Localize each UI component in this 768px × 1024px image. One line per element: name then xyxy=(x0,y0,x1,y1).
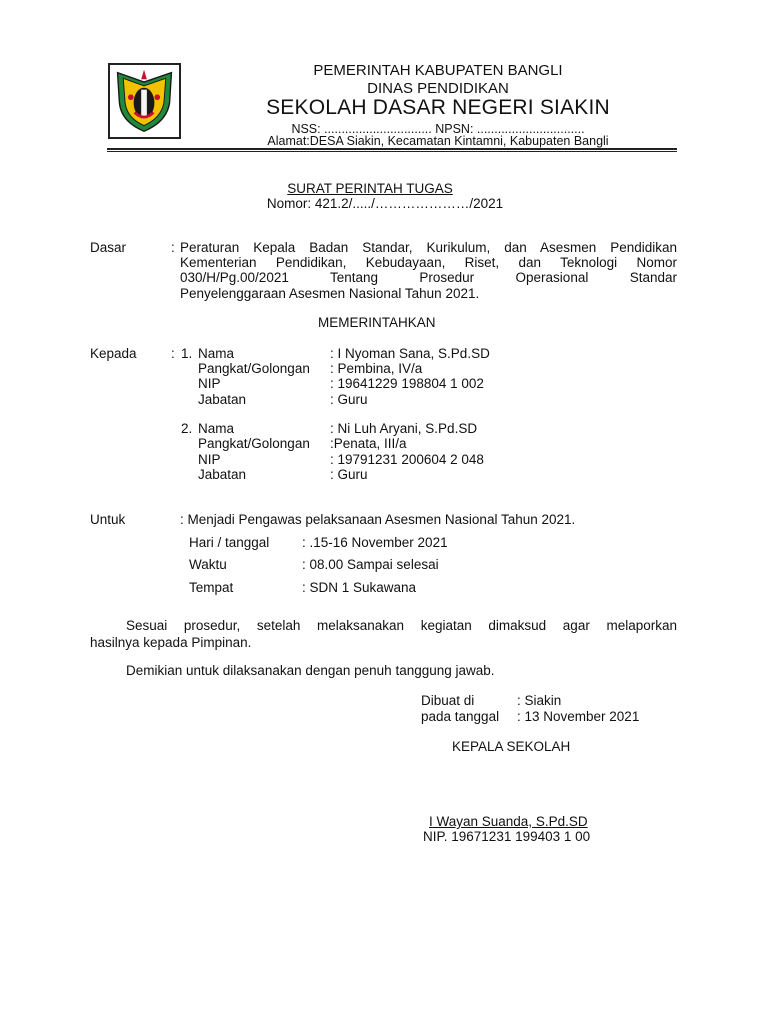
signer-name: I Wayan Suanda, S.Pd.SD xyxy=(429,814,588,829)
person-1-name-label: Nama xyxy=(198,346,235,361)
person-1-number: 1. xyxy=(181,346,193,361)
closing-line-1: Sesuai prosedur, setelah melaksanakan kegiatan dimaksud agar melaporkan xyxy=(126,618,677,633)
person-1-rank-label: Pangkat/Golongan xyxy=(198,361,310,376)
time-value: : 08.00 Sampai selesai xyxy=(302,557,439,572)
kabupaten-bangli-emblem-icon xyxy=(110,65,179,137)
person-1-rank-value: : Pembina, IV/a xyxy=(330,361,423,376)
school-ids: NSS: ............................... NPSN: ............................... xyxy=(291,122,585,136)
untuk-text: : Menjadi Pengawas pelaksanaan Asesmen Nasional Tahun 2021. xyxy=(180,512,576,527)
letter-title: SURAT PERINTAH TUGAS xyxy=(287,181,453,196)
date-value: : .15-16 November 2021 xyxy=(302,535,448,550)
place-label: Tempat xyxy=(189,580,234,595)
time-label: Waktu xyxy=(189,557,227,572)
dasar-label: Dasar xyxy=(90,240,127,255)
made-at-label: Dibuat di xyxy=(421,693,475,708)
person-1-name-value: : I Nyoman Sana, S.Pd.SD xyxy=(330,346,490,361)
untuk-label: Untuk xyxy=(90,512,126,527)
government-name: PEMERINTAH KABUPATEN BANGLI xyxy=(313,62,563,79)
kepada-colon: : xyxy=(171,346,175,361)
dasar-colon: : xyxy=(171,240,175,255)
date-label: Hari / tanggal xyxy=(189,535,270,550)
letter-number: Nomor: 421.2/...../…………………/2021 xyxy=(266,196,504,211)
person-1-position-value: : Guru xyxy=(330,392,368,407)
department-name: DINAS PENDIDIKAN xyxy=(367,80,509,97)
person-2-nip-value: : 19791231 200604 2 048 xyxy=(330,452,484,467)
place-value: : SDN 1 Sukawana xyxy=(302,580,417,595)
person-1-nip-value: : 19641229 198804 1 002 xyxy=(330,376,484,391)
dasar-line-1: Peraturan Kepala Badan Standar, Kurikulum, dan Asesmen Pendidikan xyxy=(180,240,677,255)
signer-nip: NIP. 19671231 199403 1 00 xyxy=(423,829,591,844)
closing-paragraph xyxy=(90,617,677,651)
closing-statement: Demikian untuk dilaksanakan dengan penuh tanggung jawab. xyxy=(126,663,495,678)
header-rule-thin xyxy=(107,151,677,152)
command-heading: MEMERINTAHKAN xyxy=(318,315,436,330)
logo-frame xyxy=(108,63,181,139)
person-2-position-label: Jabatan xyxy=(198,467,247,482)
dasar-line-3: 030/H/Pg.00/2021 Tentang Prosedur Operasional Standar xyxy=(180,270,677,285)
signer-position: KEPALA SEKOLAH xyxy=(452,739,571,754)
school-name: SEKOLAH DASAR NEGERI SIAKIN xyxy=(266,96,610,119)
person-1-nip-label: NIP xyxy=(198,376,221,391)
dasar-line-2: Kementerian Pendidikan, Kebudayaan, Riset, dan Teknologi Nomor xyxy=(180,255,677,270)
person-2-name-value: : Ni Luh Aryani, S.Pd.SD xyxy=(330,421,478,436)
dasar-line-4: Penyelenggaraan Asesmen Nasional Tahun 2021. xyxy=(180,286,480,301)
made-at-value: : Siakin xyxy=(517,693,562,708)
header-rule-thick xyxy=(107,148,677,150)
kepada-label: Kepada xyxy=(90,346,137,361)
closing-line-2: hasilnya kepada Pimpinan. xyxy=(90,635,252,650)
person-1-position-label: Jabatan xyxy=(198,392,247,407)
person-2-rank-label: Pangkat/Golongan xyxy=(198,436,310,451)
school-address: Alamat:DESA Siakin, Kecamatan Kintamni, Kabupaten Bangli xyxy=(267,134,609,148)
person-2-rank-value: :Penata, III/a xyxy=(330,436,407,451)
person-2-position-value: : Guru xyxy=(330,467,368,482)
date-signed-value: : 13 November 2021 xyxy=(517,709,640,724)
date-signed-label: pada tanggal xyxy=(421,709,500,724)
person-2-number: 2. xyxy=(181,421,193,436)
person-2-nip-label: NIP xyxy=(198,452,221,467)
person-2-name-label: Nama xyxy=(198,421,235,436)
